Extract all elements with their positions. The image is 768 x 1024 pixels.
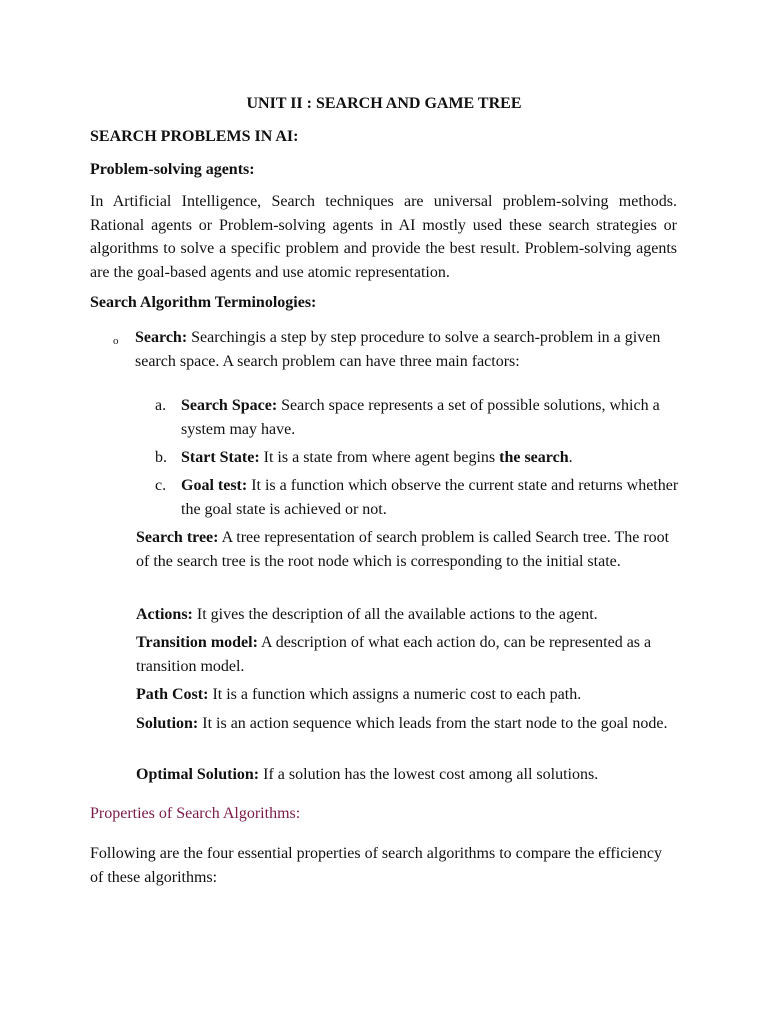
- factor-body: Search space represents a set of possible solutions, which a system may have.: [181, 397, 660, 438]
- factor-term: Start State:: [181, 449, 260, 466]
- term-body: It gives the description of all the available actions to the agent.: [192, 606, 598, 623]
- term-label: Path Cost:: [136, 686, 209, 703]
- properties-heading: Properties of Search Algorithms:: [90, 805, 301, 822]
- bullet-search-text: [135, 326, 683, 373]
- factor-body: It is a function which observe the current state and returns whether the goal state is achieved or not.: [181, 477, 679, 518]
- term-transition-model: [136, 631, 681, 678]
- term-path-cost: [136, 683, 681, 707]
- factor-term: Goal test:: [181, 477, 248, 494]
- term-body: A description of what each action do, can be represented as a transition model.: [136, 634, 652, 675]
- factor-tail: .: [568, 449, 573, 466]
- subheading-problem-solving-agents: Problem-solving agents:: [90, 161, 255, 178]
- bullet-marker: o: [113, 335, 119, 347]
- term-label: Optimal Solution:: [136, 766, 260, 783]
- factor-item-goal-test: [155, 474, 685, 521]
- term-label: Actions:: [136, 606, 193, 623]
- factor-bold-tail: the search: [499, 449, 569, 466]
- factor-term: Search Space:: [181, 397, 278, 414]
- intro-paragraph: In Artificial Intelligence, Search techniques are universal problem-solving methods. Rational agents or Problem-solving agents in AI mostly used these search strategies or algorithms to solve a specific problem and provide the best result. Problem-solving agents are the goal-based agents and use atomic representation.: [90, 193, 677, 281]
- bullet-search: [113, 326, 683, 373]
- term-body: It is a function which assigns a numeric cost to each path.: [208, 686, 582, 703]
- factor-letter: b.: [155, 449, 167, 466]
- term-solution: [136, 712, 681, 736]
- term-label: Solution:: [136, 715, 199, 732]
- factor-text: [181, 394, 685, 441]
- term-search-tree: [136, 526, 681, 573]
- bullet-term: Search:: [135, 329, 188, 346]
- term-label: Search tree:: [136, 529, 219, 546]
- term-label: Transition model:: [136, 634, 258, 651]
- term-body: A tree representation of search problem is called Search tree. The root of the search tree is the root node which is corresponding to the initial state.: [136, 529, 670, 570]
- term-body: It is an action sequence which leads from the start node to the goal node.: [198, 715, 668, 732]
- factor-text: [181, 474, 685, 521]
- bullet-body: Searchingis a step by step procedure to solve a search-problem in a given search space. A search problem can have three main factors:: [135, 329, 661, 370]
- term-actions: [136, 603, 681, 627]
- unit-title: UNIT II : SEARCH AND GAME TREE: [246, 95, 522, 112]
- subheading-terminologies: Search Algorithm Terminologies:: [90, 294, 317, 311]
- factor-item-search-space: [155, 394, 685, 441]
- term-optimal-solution: [136, 763, 681, 787]
- section-heading: SEARCH PROBLEMS IN AI:: [90, 128, 299, 145]
- properties-paragraph: Following are the four essential properties of search algorithms to compare the efficiency of these algorithms:: [90, 845, 662, 886]
- factor-letter: c.: [155, 477, 167, 494]
- factor-item-start-state: [155, 446, 685, 470]
- factor-text: [181, 446, 685, 470]
- term-body: If a solution has the lowest cost among all solutions.: [259, 766, 599, 783]
- factor-letter: a.: [155, 397, 167, 414]
- factor-body: It is a state from where agent begins: [259, 449, 500, 466]
